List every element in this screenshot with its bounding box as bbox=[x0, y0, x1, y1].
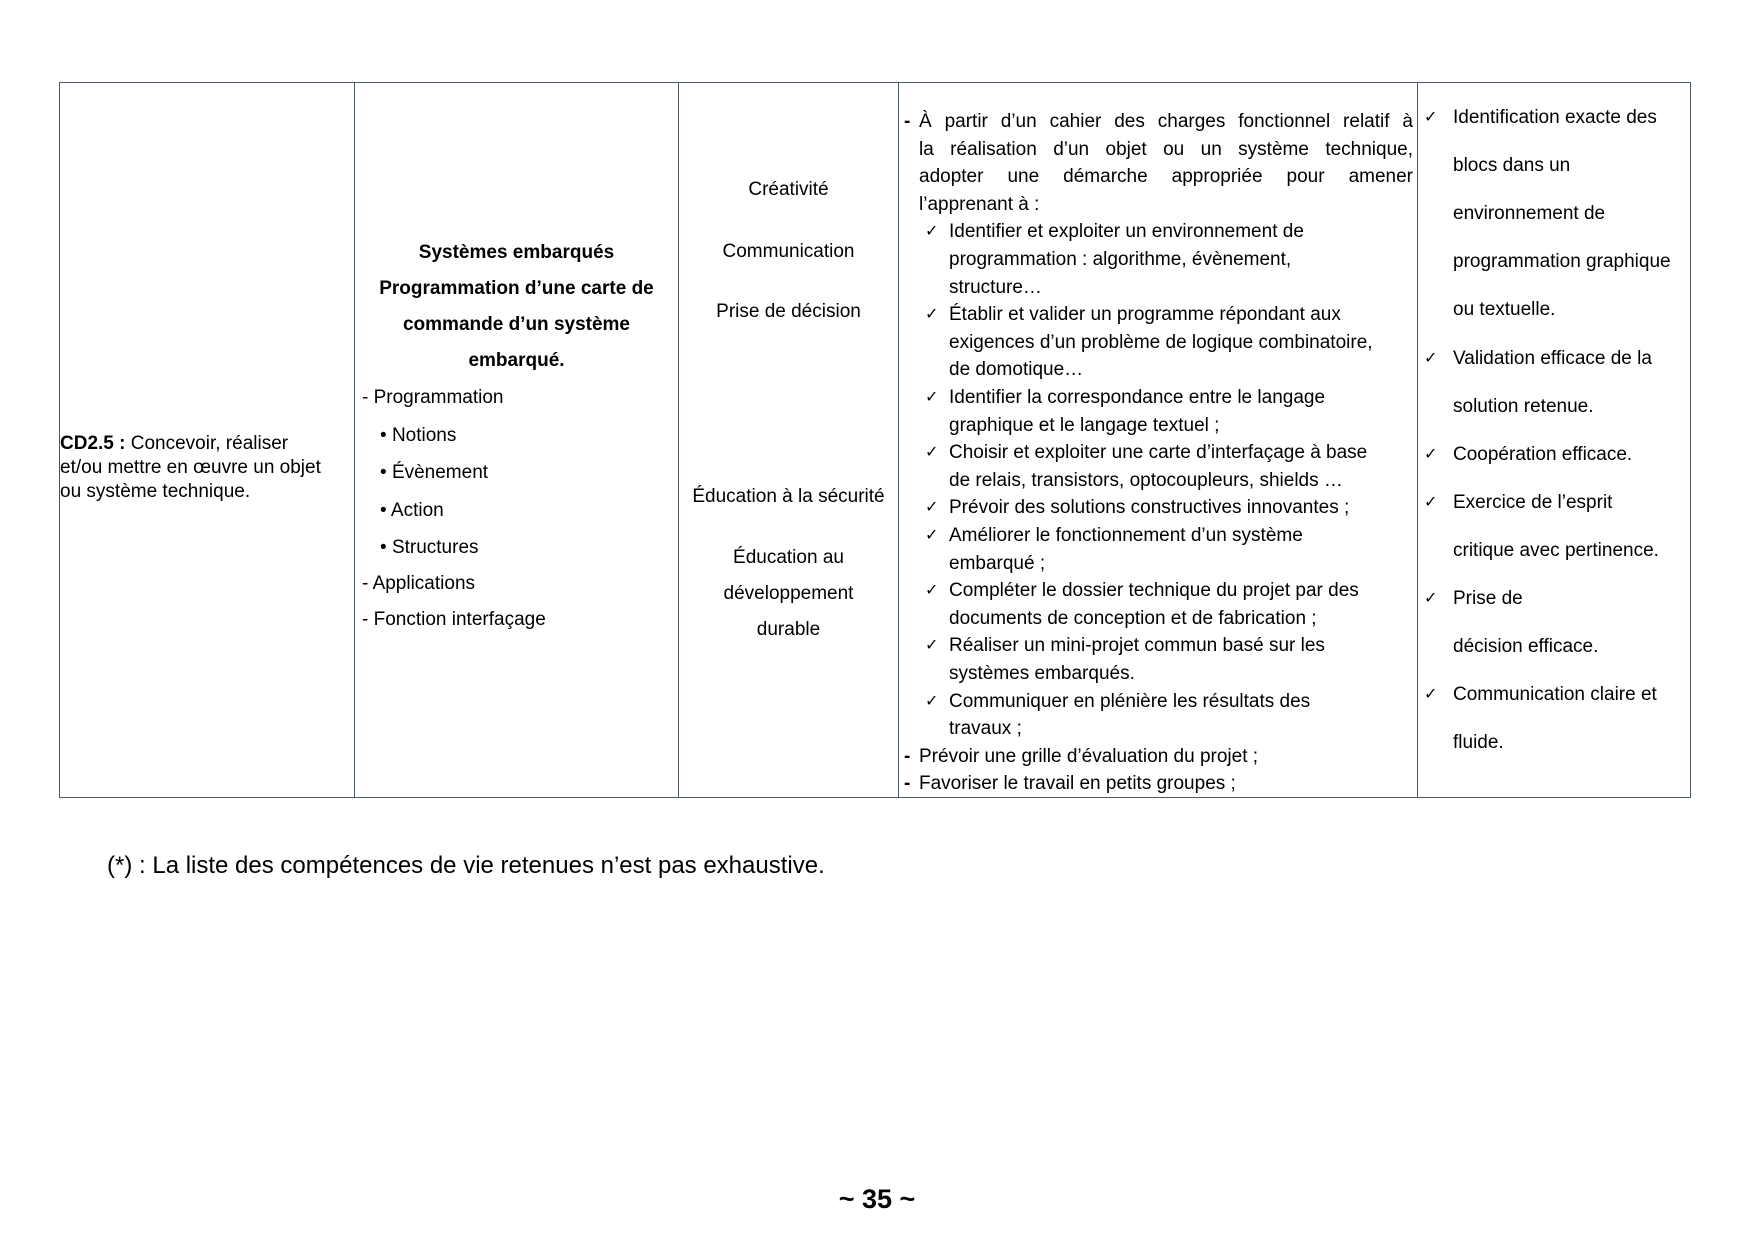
life-skill: Éducation au bbox=[733, 547, 844, 568]
pedagogy-activity-line: de relais, transistors, optocoupleurs, shields … bbox=[949, 469, 1343, 491]
bullet-icon: • bbox=[380, 500, 387, 521]
evaluation-criterion-line: solution retenue. bbox=[1453, 395, 1594, 417]
check-icon: ✓ bbox=[1424, 590, 1438, 607]
pedagogy-intro-line: adopter une démarche appropriée pour amener bbox=[919, 166, 1413, 188]
check-icon: ✓ bbox=[1424, 493, 1438, 511]
check-icon: ✓ bbox=[1424, 445, 1438, 463]
pedagogy-activity-line: graphique et le langage textuel ; bbox=[949, 414, 1220, 436]
check-icon: ✓ bbox=[925, 499, 939, 517]
contents-subitem: • Évènement bbox=[380, 462, 489, 483]
life-skill: durable bbox=[756, 619, 821, 640]
evaluation-cell bbox=[1418, 83, 1692, 797]
pedagogy-activity-line: programmation : algorithme, évènement, bbox=[949, 249, 1292, 270]
pedagogy-activity-line: Choisir et exploiter une carte d’interfaçage à base bbox=[949, 442, 1368, 464]
check-icon: ✓ bbox=[925, 637, 939, 655]
competence-line-2: et/ou mettre en œuvre un objet bbox=[60, 457, 321, 478]
contents-item: - Applications bbox=[362, 573, 476, 594]
pedagogy-cell bbox=[899, 83, 1417, 797]
competence-cell bbox=[60, 83, 354, 797]
pedagogy-activity-line: systèmes embarqués. bbox=[949, 663, 1135, 684]
check-icon: ✓ bbox=[925, 582, 939, 600]
contents-title-line: embarqué. bbox=[468, 350, 565, 371]
contents-title-line: Programmation d’une carte de bbox=[379, 278, 654, 299]
evaluation-criterion-line: Validation efficace de la bbox=[1453, 347, 1652, 369]
check-icon: ✓ bbox=[925, 692, 939, 710]
bullet-icon: • bbox=[380, 462, 387, 483]
check-icon: ✓ bbox=[1424, 349, 1438, 367]
evaluation-criterion-line: Prise de bbox=[1453, 588, 1523, 609]
pedagogy-activity-line: de domotique… bbox=[949, 359, 1084, 381]
page-number: ~ 35 ~ bbox=[838, 1184, 916, 1214]
check-icon: ✓ bbox=[1424, 109, 1438, 126]
evaluation-criterion-line: critique avec pertinence. bbox=[1453, 539, 1659, 561]
contents-subitem: • Structures bbox=[380, 537, 479, 558]
bullet-icon: • bbox=[380, 537, 387, 558]
contents-item: - Fonction interfaçage bbox=[362, 609, 546, 630]
pedagogy-activity-line: structure… bbox=[949, 276, 1042, 298]
check-icon: ✓ bbox=[925, 223, 939, 241]
evaluation-criterion-line: Coopération efficace. bbox=[1453, 443, 1633, 465]
dash-marker: - bbox=[904, 745, 911, 767]
contents-title-line: commande d’un système bbox=[402, 314, 631, 335]
bullet-icon: • bbox=[380, 425, 387, 446]
contents-subitem: • Notions bbox=[380, 425, 457, 446]
pedagogy-activity-line: Compléter le dossier technique du projet par des bbox=[949, 580, 1359, 602]
check-icon: ✓ bbox=[925, 306, 939, 324]
check-icon: ✓ bbox=[1424, 686, 1438, 704]
life-skills-cell bbox=[679, 83, 898, 797]
dash-marker: - bbox=[904, 111, 911, 132]
life-skill: Éducation à la sécurité bbox=[692, 486, 885, 507]
life-skill: Communication bbox=[722, 241, 855, 262]
evaluation-criterion-line: Exercice de l’esprit bbox=[1453, 491, 1613, 513]
pedagogy-activity-line: Réaliser un mini-projet commun basé sur les bbox=[949, 635, 1325, 657]
competency-table bbox=[59, 82, 1691, 798]
evaluation-criterion-line: décision efficace. bbox=[1453, 636, 1599, 658]
contents-title-line: Systèmes embarqués bbox=[418, 242, 615, 263]
pedagogy-intro-line: l’apprenant à : bbox=[919, 193, 1040, 215]
competence-line-3: ou système technique. bbox=[60, 481, 251, 502]
pedagogy-activity-line: embarqué ; bbox=[949, 552, 1046, 574]
competence-line-1: CD2.5 : Concevoir, réaliser bbox=[60, 433, 289, 454]
competence-code: CD2.5 : bbox=[60, 433, 126, 454]
pedagogy-activity-line: Améliorer le fonctionnement d’un système bbox=[949, 525, 1303, 546]
life-skill: Créativité bbox=[748, 179, 829, 200]
pedagogy-activity-line: exigences d’un problème de logique combinatoire, bbox=[949, 331, 1373, 353]
evaluation-criterion-line: Communication claire et bbox=[1453, 684, 1657, 706]
pedagogy-activity-line: travaux ; bbox=[949, 718, 1022, 740]
evaluation-criterion-line: blocs dans un bbox=[1453, 155, 1571, 177]
pedagogy-recommendation: Favoriser le travail en petits groupes ; bbox=[919, 773, 1236, 795]
pedagogy-activity-line: Établir et valider un programme répondant aux bbox=[949, 304, 1341, 326]
pedagogy-activity-line: Communiquer en plénière les résultats des bbox=[949, 690, 1311, 712]
check-icon: ✓ bbox=[925, 389, 939, 406]
contents-item: - Programmation bbox=[362, 387, 504, 408]
dash-marker: - bbox=[904, 773, 911, 795]
evaluation-criterion-line: ou textuelle. bbox=[1453, 299, 1556, 321]
pedagogy-intro-line: À partir d’un cahier des charges fonctionnel relatif à bbox=[919, 111, 1413, 132]
life-skill: Prise de décision bbox=[716, 301, 861, 322]
life-skill: développement bbox=[723, 583, 854, 604]
contents-subitem: • Action bbox=[380, 500, 444, 521]
evaluation-criterion-line: programmation graphique bbox=[1453, 251, 1671, 273]
pedagogy-activity-line: Identifier et exploiter un environnement de bbox=[949, 221, 1304, 243]
contents-cell bbox=[355, 83, 678, 797]
check-icon: ✓ bbox=[925, 527, 939, 544]
check-icon: ✓ bbox=[925, 444, 939, 462]
pedagogy-activity-line: Prévoir des solutions constructives innovantes ; bbox=[949, 497, 1350, 519]
pedagogy-activity-line: documents de conception et de fabrication ; bbox=[949, 607, 1317, 629]
pedagogy-activity-line: Identifier la correspondance entre le langage bbox=[949, 387, 1326, 408]
evaluation-criterion-line: Identification exacte des bbox=[1453, 107, 1657, 128]
evaluation-criterion-line: environnement de bbox=[1453, 203, 1606, 225]
pedagogy-recommendation: Prévoir une grille d’évaluation du projet ; bbox=[919, 745, 1259, 767]
evaluation-criterion-line: fluide. bbox=[1453, 732, 1504, 754]
pedagogy-intro-line: la réalisation d’un objet ou un système technique, bbox=[919, 138, 1413, 160]
footnote: (*) : La liste des compétences de vie retenues n’est pas exhaustive. bbox=[107, 852, 825, 879]
